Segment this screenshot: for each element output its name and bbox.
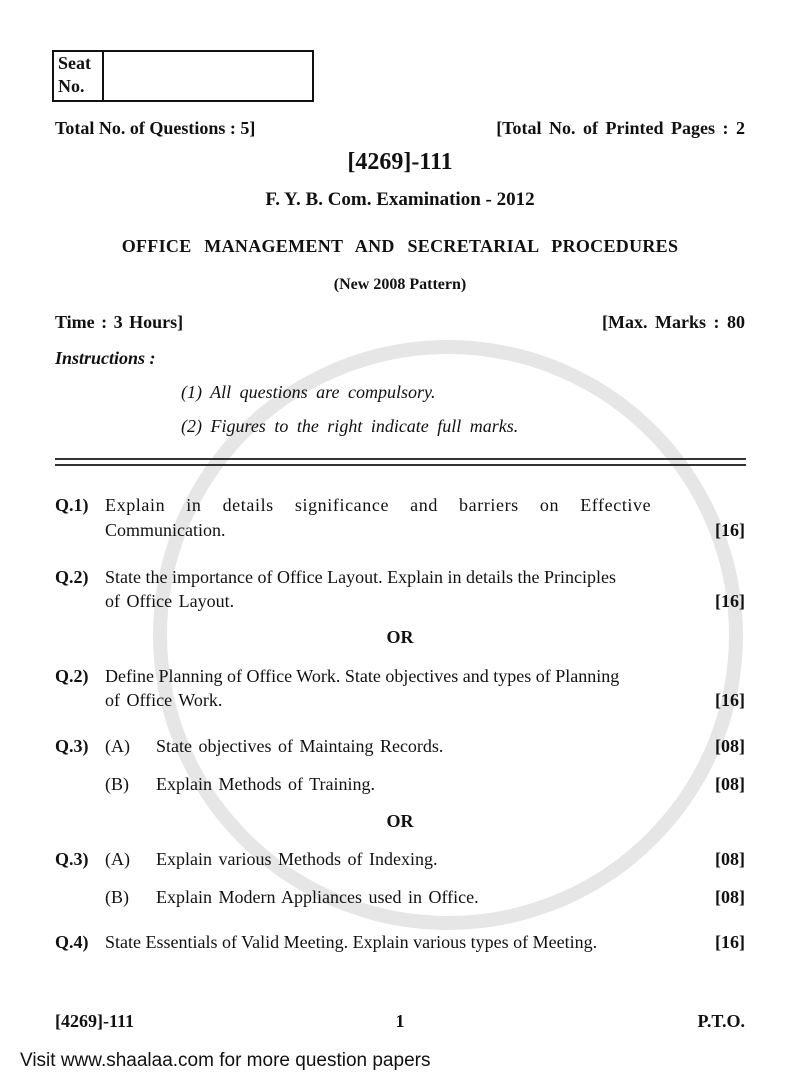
- question-label: Q.4): [55, 932, 89, 952]
- page-number: 1: [395, 1011, 405, 1031]
- marks: [08]: [715, 849, 745, 869]
- max-marks: [Max. Marks : 80: [602, 312, 745, 332]
- total-pages: [Total No. of Printed Pages : 2: [496, 118, 745, 138]
- pattern: (New 2008 Pattern): [333, 276, 467, 293]
- question-text: Explain various Methods of Indexing.: [156, 849, 438, 869]
- marks: [08]: [715, 774, 745, 794]
- marks: [08]: [715, 736, 745, 756]
- seat-number-box: [52, 50, 314, 102]
- marks: [16]: [715, 690, 745, 710]
- time: Time : 3 Hours]: [55, 312, 184, 332]
- question-label: Q.2): [55, 666, 89, 686]
- instruction-item: (1) All questions are compulsory.: [181, 382, 436, 402]
- question-label: Q.2): [55, 567, 89, 587]
- divider: [55, 458, 746, 460]
- question-text: State the importance of Office Layout. Explain in details the Principles: [105, 567, 617, 587]
- subject-title: OFFICE MANAGEMENT AND SECRETARIAL PROCEDURES: [121, 236, 679, 256]
- question-text: of Office Work.: [105, 690, 223, 710]
- question-label: Q.3): [55, 736, 89, 756]
- or-separator: OR: [386, 811, 414, 831]
- pto: P.T.O.: [697, 1011, 745, 1031]
- question-text: Explain Modern Appliances used in Office.: [156, 887, 479, 907]
- exam-title: F. Y. B. Com. Examination - 2012: [265, 189, 535, 210]
- paper-code: [4269]-111: [347, 149, 453, 175]
- marks: [08]: [715, 887, 745, 907]
- sub-label: (A): [105, 849, 130, 869]
- question-text: State objectives of Maintaing Records.: [156, 736, 444, 756]
- divider: [55, 464, 746, 466]
- visit-link[interactable]: Visit www.shaalaa.com for more question papers: [20, 1050, 431, 1071]
- seat-label: Seat No.: [54, 52, 104, 100]
- marks: [16]: [715, 520, 745, 540]
- total-questions: Total No. of Questions : 5]: [55, 118, 256, 138]
- question-label: Q.1): [55, 495, 89, 515]
- sub-label: (B): [105, 887, 129, 907]
- sub-label: (B): [105, 774, 129, 794]
- question-text: Communication.: [105, 520, 226, 540]
- question-text: State Essentials of Valid Meeting. Explain various types of Meeting.: [105, 932, 598, 952]
- question-text: of Office Layout.: [105, 591, 235, 611]
- instruction-item: (2) Figures to the right indicate full marks.: [181, 416, 519, 436]
- question-text: Explain Methods of Training.: [156, 774, 376, 794]
- question-label: Q.3): [55, 849, 89, 869]
- instructions-heading: Instructions :: [55, 348, 156, 368]
- marks: [16]: [715, 591, 745, 611]
- footer-paper-code: [4269]-111: [55, 1011, 134, 1031]
- sub-label: (A): [105, 736, 130, 756]
- question-text: Explain in details significance and barriers on Effective: [105, 495, 652, 515]
- marks: [16]: [715, 932, 745, 952]
- or-separator: OR: [386, 627, 414, 647]
- question-text: Define Planning of Office Work. State objectives and types of Planning: [105, 666, 620, 686]
